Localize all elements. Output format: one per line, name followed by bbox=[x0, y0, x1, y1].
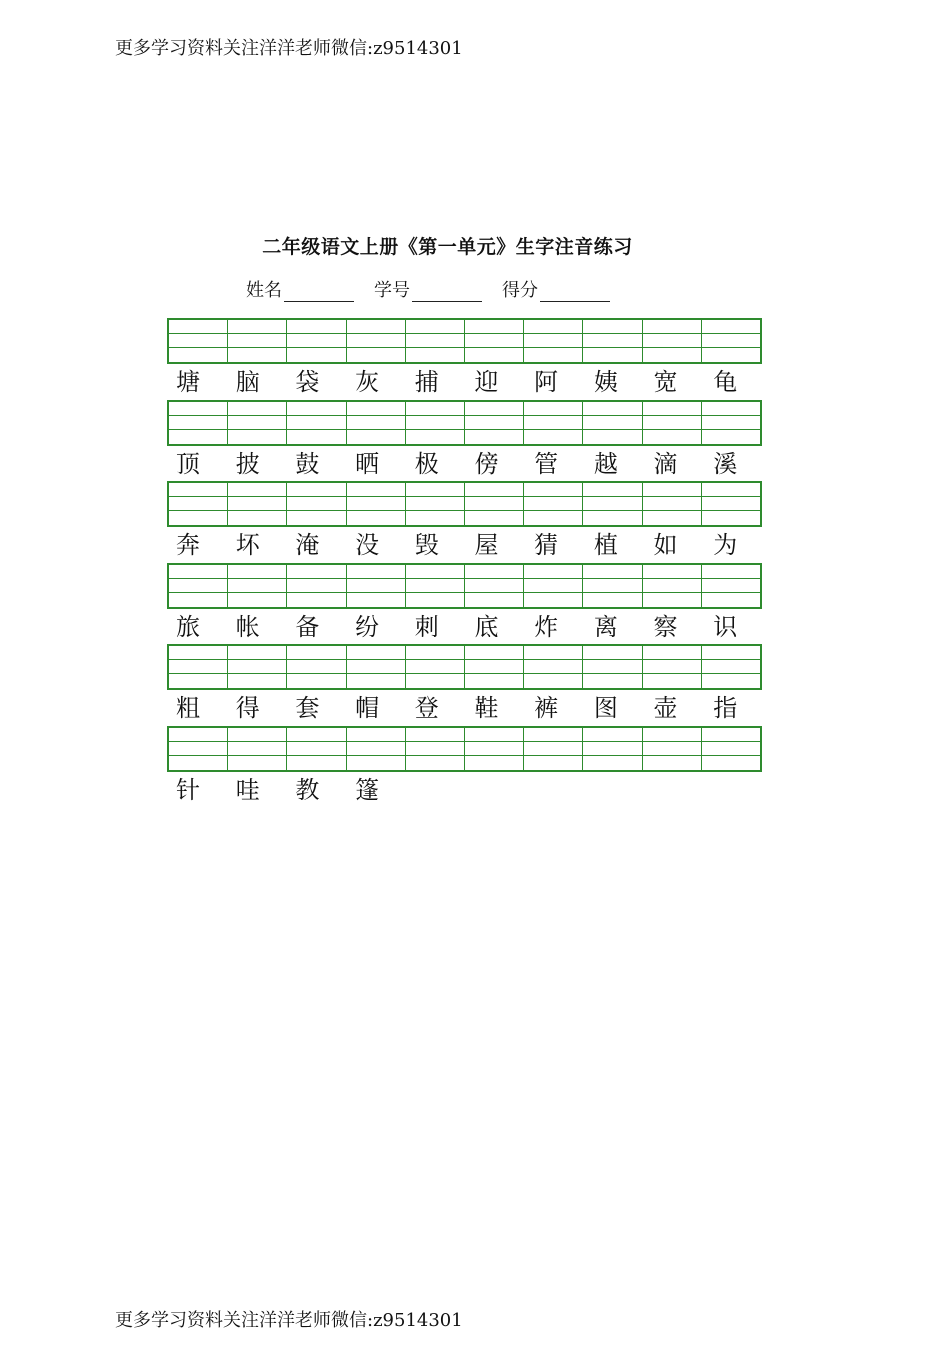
score-field[interactable] bbox=[502, 276, 610, 302]
pinyin-cell[interactable] bbox=[228, 402, 287, 444]
pinyin-cell[interactable] bbox=[524, 728, 583, 770]
character: 袋 bbox=[295, 368, 320, 396]
character: 帐 bbox=[235, 612, 260, 641]
character: 傍 bbox=[474, 449, 499, 478]
id-label: 学号 bbox=[374, 280, 410, 301]
pinyin-cell[interactable] bbox=[702, 646, 760, 688]
character: 淹 bbox=[295, 531, 320, 560]
character: 粗 bbox=[176, 694, 200, 723]
character: 帽 bbox=[355, 694, 380, 723]
character: 管 bbox=[534, 449, 559, 478]
character: 坏 bbox=[235, 531, 260, 560]
character: 披 bbox=[235, 449, 260, 478]
pinyin-cell[interactable] bbox=[347, 646, 406, 688]
id-field[interactable] bbox=[374, 276, 482, 302]
pinyin-cell[interactable] bbox=[287, 320, 346, 362]
score-blank[interactable] bbox=[540, 283, 610, 302]
character: 如 bbox=[653, 531, 678, 560]
character-row bbox=[167, 366, 764, 398]
character: 鼓 bbox=[295, 449, 320, 478]
character: 滴 bbox=[653, 449, 678, 478]
character: 龟 bbox=[713, 368, 738, 396]
character: 脑 bbox=[235, 368, 260, 396]
character-row bbox=[167, 611, 764, 643]
character: 离 bbox=[593, 612, 618, 641]
pinyin-cell[interactable] bbox=[702, 402, 760, 444]
character-row bbox=[167, 529, 764, 561]
pinyin-cell[interactable] bbox=[228, 728, 287, 770]
practice-block bbox=[167, 318, 764, 400]
pinyin-cell[interactable] bbox=[169, 565, 228, 607]
header-note: 更多学习资料关注洋洋老师微信:z9514301 bbox=[115, 38, 463, 59]
character: 极 bbox=[414, 449, 439, 478]
character: 识 bbox=[713, 612, 738, 641]
pinyin-cell[interactable] bbox=[702, 728, 760, 770]
pinyin-cell[interactable] bbox=[228, 646, 287, 688]
pinyin-cell[interactable] bbox=[347, 320, 406, 362]
pinyin-cell[interactable] bbox=[287, 402, 346, 444]
pinyin-cell[interactable] bbox=[465, 402, 524, 444]
character: 旅 bbox=[176, 612, 200, 641]
pinyin-cell[interactable] bbox=[583, 402, 642, 444]
character: 姨 bbox=[593, 368, 618, 396]
pinyin-grid bbox=[167, 400, 762, 446]
character: 阿 bbox=[534, 368, 559, 396]
practice-block bbox=[167, 563, 764, 645]
page-title: 二年级语文上册《第一单元》生字注音练习 bbox=[262, 236, 633, 258]
character: 灰 bbox=[355, 368, 380, 396]
pinyin-cell[interactable] bbox=[169, 728, 228, 770]
pinyin-cell[interactable] bbox=[287, 646, 346, 688]
character: 屋 bbox=[474, 531, 499, 560]
student-info-row bbox=[246, 276, 630, 302]
name-field[interactable] bbox=[246, 276, 354, 302]
pinyin-cell[interactable] bbox=[643, 565, 702, 607]
pinyin-cell[interactable] bbox=[702, 565, 760, 607]
pinyin-cell[interactable] bbox=[583, 646, 642, 688]
name-label: 姓名 bbox=[246, 280, 282, 301]
character: 越 bbox=[593, 449, 618, 478]
practice-block bbox=[167, 481, 764, 563]
pinyin-cell[interactable] bbox=[524, 320, 583, 362]
character: 顶 bbox=[176, 449, 200, 478]
pinyin-cell[interactable] bbox=[465, 320, 524, 362]
character: 捕 bbox=[414, 368, 439, 396]
character-row bbox=[167, 692, 764, 724]
pinyin-cell[interactable] bbox=[347, 565, 406, 607]
character: 宽 bbox=[653, 368, 678, 396]
pinyin-cell[interactable] bbox=[347, 483, 406, 525]
pinyin-cell[interactable] bbox=[347, 402, 406, 444]
practice-block bbox=[167, 400, 764, 482]
pinyin-cell[interactable] bbox=[524, 483, 583, 525]
pinyin-cell[interactable] bbox=[169, 402, 228, 444]
character: 底 bbox=[474, 612, 499, 641]
pinyin-cell[interactable] bbox=[465, 728, 524, 770]
pinyin-cell[interactable] bbox=[524, 402, 583, 444]
name-blank[interactable] bbox=[284, 283, 354, 302]
character: 裤 bbox=[534, 694, 559, 723]
character: 察 bbox=[653, 612, 678, 641]
practice-block bbox=[167, 644, 764, 726]
pinyin-cell[interactable] bbox=[406, 320, 465, 362]
character: 篷 bbox=[355, 775, 380, 804]
character: 指 bbox=[713, 694, 738, 723]
pinyin-cell[interactable] bbox=[287, 483, 346, 525]
pinyin-cell[interactable] bbox=[583, 320, 642, 362]
pinyin-cell[interactable] bbox=[406, 483, 465, 525]
character: 猜 bbox=[534, 531, 559, 560]
pinyin-cell[interactable] bbox=[583, 728, 642, 770]
pinyin-cell[interactable] bbox=[643, 728, 702, 770]
character: 奔 bbox=[176, 531, 200, 560]
pinyin-cell[interactable] bbox=[702, 483, 760, 525]
character: 塘 bbox=[176, 368, 200, 396]
character: 晒 bbox=[355, 449, 380, 478]
id-blank[interactable] bbox=[412, 283, 482, 302]
pinyin-cell[interactable] bbox=[643, 483, 702, 525]
pinyin-cell[interactable] bbox=[169, 320, 228, 362]
pinyin-grid bbox=[167, 318, 762, 364]
character: 纷 bbox=[355, 612, 380, 641]
pinyin-grid bbox=[167, 563, 762, 609]
pinyin-cell[interactable] bbox=[406, 728, 465, 770]
pinyin-cell[interactable] bbox=[643, 402, 702, 444]
character: 登 bbox=[414, 694, 439, 723]
pinyin-cell[interactable] bbox=[406, 565, 465, 607]
pinyin-grid bbox=[167, 481, 762, 527]
footer-note: 更多学习资料关注洋洋老师微信:z9514301 bbox=[115, 1310, 463, 1331]
pinyin-cell[interactable] bbox=[643, 646, 702, 688]
pinyin-grid bbox=[167, 726, 762, 772]
pinyin-cell[interactable] bbox=[228, 320, 287, 362]
pinyin-cell[interactable] bbox=[583, 483, 642, 525]
pinyin-cell[interactable] bbox=[406, 646, 465, 688]
character: 针 bbox=[176, 775, 200, 804]
character: 鞋 bbox=[474, 694, 499, 723]
pinyin-cell[interactable] bbox=[583, 565, 642, 607]
pinyin-cell[interactable] bbox=[465, 483, 524, 525]
pinyin-cell[interactable] bbox=[169, 483, 228, 525]
pinyin-cell[interactable] bbox=[465, 565, 524, 607]
character: 教 bbox=[295, 775, 320, 804]
character: 炸 bbox=[534, 612, 559, 641]
pinyin-cell[interactable] bbox=[524, 565, 583, 607]
character: 没 bbox=[355, 531, 380, 560]
worksheet bbox=[167, 318, 764, 808]
pinyin-cell[interactable] bbox=[406, 402, 465, 444]
pinyin-cell[interactable] bbox=[287, 565, 346, 607]
pinyin-cell[interactable] bbox=[643, 320, 702, 362]
character: 刺 bbox=[414, 612, 439, 641]
character: 毁 bbox=[414, 531, 439, 560]
character: 哇 bbox=[235, 775, 260, 804]
character: 迎 bbox=[474, 368, 499, 396]
character: 植 bbox=[593, 531, 618, 560]
character: 备 bbox=[295, 612, 320, 641]
pinyin-grid bbox=[167, 644, 762, 690]
pinyin-cell[interactable] bbox=[347, 728, 406, 770]
character: 为 bbox=[713, 531, 738, 560]
pinyin-cell[interactable] bbox=[228, 483, 287, 525]
character-row bbox=[167, 774, 764, 806]
pinyin-cell[interactable] bbox=[228, 565, 287, 607]
character: 套 bbox=[295, 694, 320, 723]
pinyin-cell[interactable] bbox=[287, 728, 346, 770]
character: 图 bbox=[593, 694, 618, 723]
character: 得 bbox=[235, 694, 260, 723]
character-row bbox=[167, 448, 764, 480]
character: 溪 bbox=[713, 449, 738, 478]
practice-block bbox=[167, 726, 764, 808]
pinyin-cell[interactable] bbox=[465, 646, 524, 688]
pinyin-cell[interactable] bbox=[169, 646, 228, 688]
score-label: 得分 bbox=[502, 280, 538, 301]
character: 壶 bbox=[653, 694, 678, 723]
pinyin-cell[interactable] bbox=[524, 646, 583, 688]
pinyin-cell[interactable] bbox=[702, 320, 760, 362]
